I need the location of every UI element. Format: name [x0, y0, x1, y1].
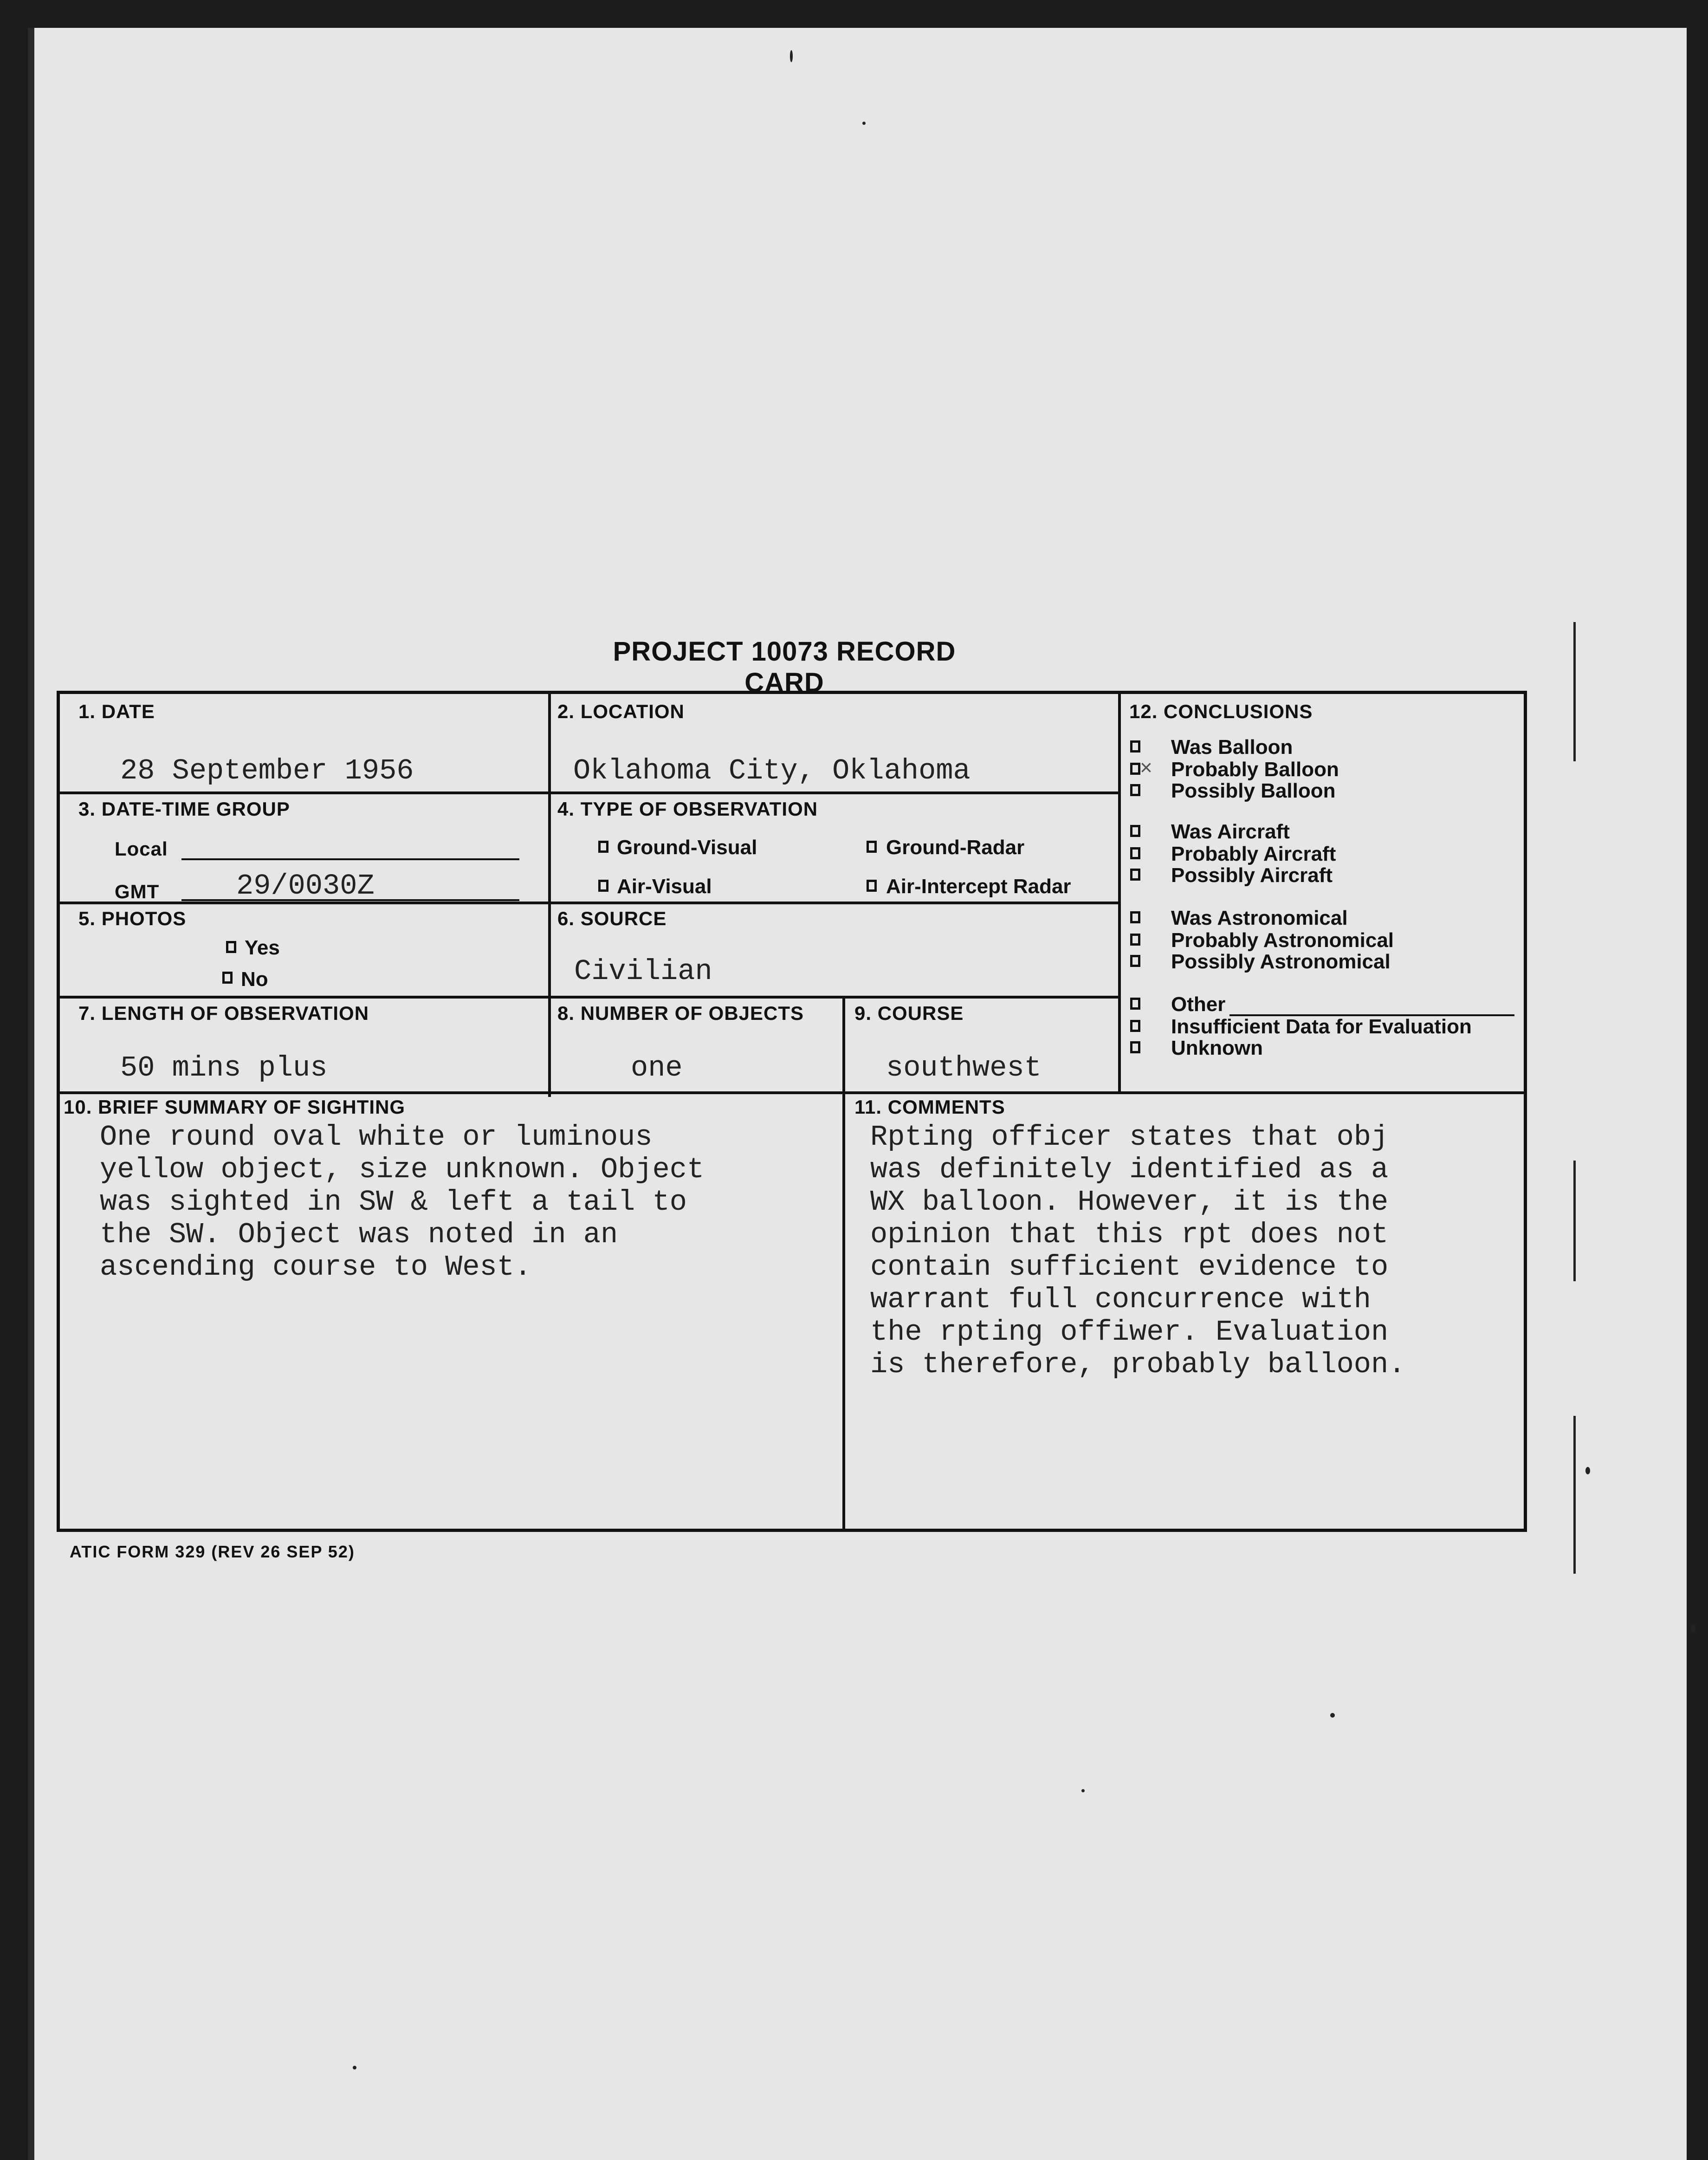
gmt-value: 29/0030Z — [236, 869, 375, 902]
was-astronomical-checkbox[interactable] — [1130, 911, 1140, 923]
summary-line: ascending course to West. — [100, 1251, 532, 1284]
other-option: Other — [1171, 993, 1226, 1016]
record-card — [57, 691, 1527, 1532]
observation-type-label: 4. TYPE OF OBSERVATION — [557, 798, 818, 820]
photos-no-option: No — [241, 968, 268, 991]
comments-line: is therefore, probably balloon. — [870, 1348, 1406, 1381]
local-label: Local — [115, 838, 168, 860]
film-speck — [1690, 1624, 1696, 1632]
possibly-aircraft-option: Possibly Aircraft — [1171, 864, 1333, 887]
insufficient-data-checkbox[interactable] — [1130, 1020, 1140, 1032]
local-line — [181, 858, 519, 860]
insufficient-data-option: Insufficient Data for Evaluation — [1171, 1015, 1472, 1038]
divider — [842, 1091, 845, 1529]
comments-line: contain sufficient evidence to — [870, 1251, 1389, 1284]
was-astronomical-option: Was Astronomical — [1171, 907, 1348, 929]
number-of-objects-label: 8. NUMBER OF OBJECTS — [557, 1002, 804, 1024]
divider — [60, 1091, 1524, 1094]
date-label: 1. DATE — [78, 701, 155, 722]
course-value: southwest — [886, 1051, 1042, 1084]
film-speck — [1330, 1713, 1335, 1718]
summary-line: was sighted in SW & left a tail to — [100, 1186, 687, 1219]
air-visual-checkbox[interactable] — [598, 880, 608, 892]
card-title: PROJECT 10073 RECORD CARD — [613, 636, 956, 698]
gmt-label: GMT — [115, 881, 160, 902]
summary-line: the SW. Object was noted in an — [100, 1218, 618, 1251]
form-footer: ATIC FORM 329 (REV 26 SEP 52) — [70, 1542, 355, 1561]
photos-no-checkbox[interactable] — [222, 972, 233, 984]
length-label: 7. LENGTH OF OBSERVATION — [78, 1002, 369, 1024]
summary-line: One round oval white or luminous — [100, 1121, 653, 1154]
possibly-balloon-option: Possibly Balloon — [1171, 779, 1336, 802]
film-edge-mark — [1573, 1161, 1576, 1281]
dtg-label: 3. DATE-TIME GROUP — [78, 798, 290, 820]
location-value: Oklahoma City, Oklahoma — [573, 754, 970, 787]
was-balloon-checkbox[interactable] — [1130, 740, 1140, 752]
date-value: 28 September 1956 — [120, 754, 414, 787]
summary-text — [100, 1121, 704, 1284]
film-speck — [1081, 1789, 1085, 1792]
possibly-astronomical-checkbox[interactable] — [1130, 955, 1140, 967]
comments-line: Rpting officer states that obj — [870, 1121, 1389, 1154]
divider — [1118, 694, 1121, 1092]
comments-line: opinion that this rpt does not — [870, 1218, 1389, 1251]
photos-yes-option: Yes — [245, 936, 280, 959]
ground-visual-checkbox[interactable] — [598, 841, 608, 853]
source-value: Civilian — [574, 955, 712, 988]
possibly-astronomical-option: Possibly Astronomical — [1171, 950, 1391, 973]
probably-aircraft-checkbox[interactable] — [1130, 847, 1140, 859]
was-balloon-option: Was Balloon — [1171, 736, 1293, 759]
conclusions-label: 12. CONCLUSIONS — [1129, 701, 1313, 722]
air-intercept-radar-checkbox[interactable] — [867, 880, 877, 892]
comments-line: WX balloon. However, it is the — [870, 1186, 1389, 1219]
comments-text — [870, 1121, 1405, 1381]
film-speck — [862, 122, 866, 125]
summary-label: 10. BRIEF SUMMARY OF SIGHTING — [64, 1096, 406, 1118]
probably-balloon-checkbox[interactable] — [1130, 763, 1140, 775]
ground-radar-option: Ground-Radar — [886, 836, 1025, 859]
comments-line: warrant full concurrence with — [870, 1283, 1371, 1316]
unknown-option: Unknown — [1171, 1037, 1263, 1059]
photos-yes-checkbox[interactable] — [226, 941, 236, 953]
divider — [60, 902, 1118, 904]
length-value: 50 mins plus — [120, 1051, 328, 1084]
was-aircraft-option: Was Aircraft — [1171, 820, 1290, 843]
source-label: 6. SOURCE — [557, 908, 667, 929]
film-edge-mark — [1573, 1416, 1576, 1574]
other-checkbox[interactable] — [1130, 998, 1140, 1010]
comments-line: was definitely identified as a — [870, 1153, 1389, 1186]
unknown-checkbox[interactable] — [1130, 1041, 1140, 1053]
summary-line: yellow object, size unknown. Object — [100, 1153, 705, 1186]
was-aircraft-checkbox[interactable] — [1130, 825, 1140, 837]
divider — [60, 996, 1118, 999]
film-speck — [790, 50, 793, 62]
air-intercept-radar-option: Air-Intercept Radar — [886, 875, 1071, 898]
divider — [60, 791, 1118, 794]
probably-balloon-option: Probably Balloon — [1171, 758, 1339, 781]
ground-visual-option: Ground-Visual — [617, 836, 757, 859]
possibly-aircraft-checkbox[interactable] — [1130, 869, 1140, 881]
possibly-balloon-checkbox[interactable] — [1130, 784, 1140, 796]
photos-label: 5. PHOTOS — [78, 908, 187, 929]
comments-label: 11. COMMENTS — [854, 1096, 1005, 1118]
location-label: 2. LOCATION — [557, 701, 685, 722]
comments-line: the rpting offiwer. Evaluation — [870, 1316, 1389, 1349]
probably-astronomical-checkbox[interactable] — [1130, 934, 1140, 946]
probably-aircraft-option: Probably Aircraft — [1171, 843, 1336, 865]
ground-radar-checkbox[interactable] — [867, 841, 877, 853]
film-speck — [353, 2066, 356, 2069]
film-speck — [1585, 1467, 1590, 1474]
number-of-objects-value: one — [631, 1051, 683, 1084]
film-edge-mark — [1573, 622, 1576, 761]
air-visual-option: Air-Visual — [617, 875, 712, 898]
course-label: 9. COURSE — [854, 1002, 964, 1024]
divider — [548, 694, 551, 1097]
divider — [842, 996, 845, 1097]
probably-astronomical-option: Probably Astronomical — [1171, 929, 1394, 952]
